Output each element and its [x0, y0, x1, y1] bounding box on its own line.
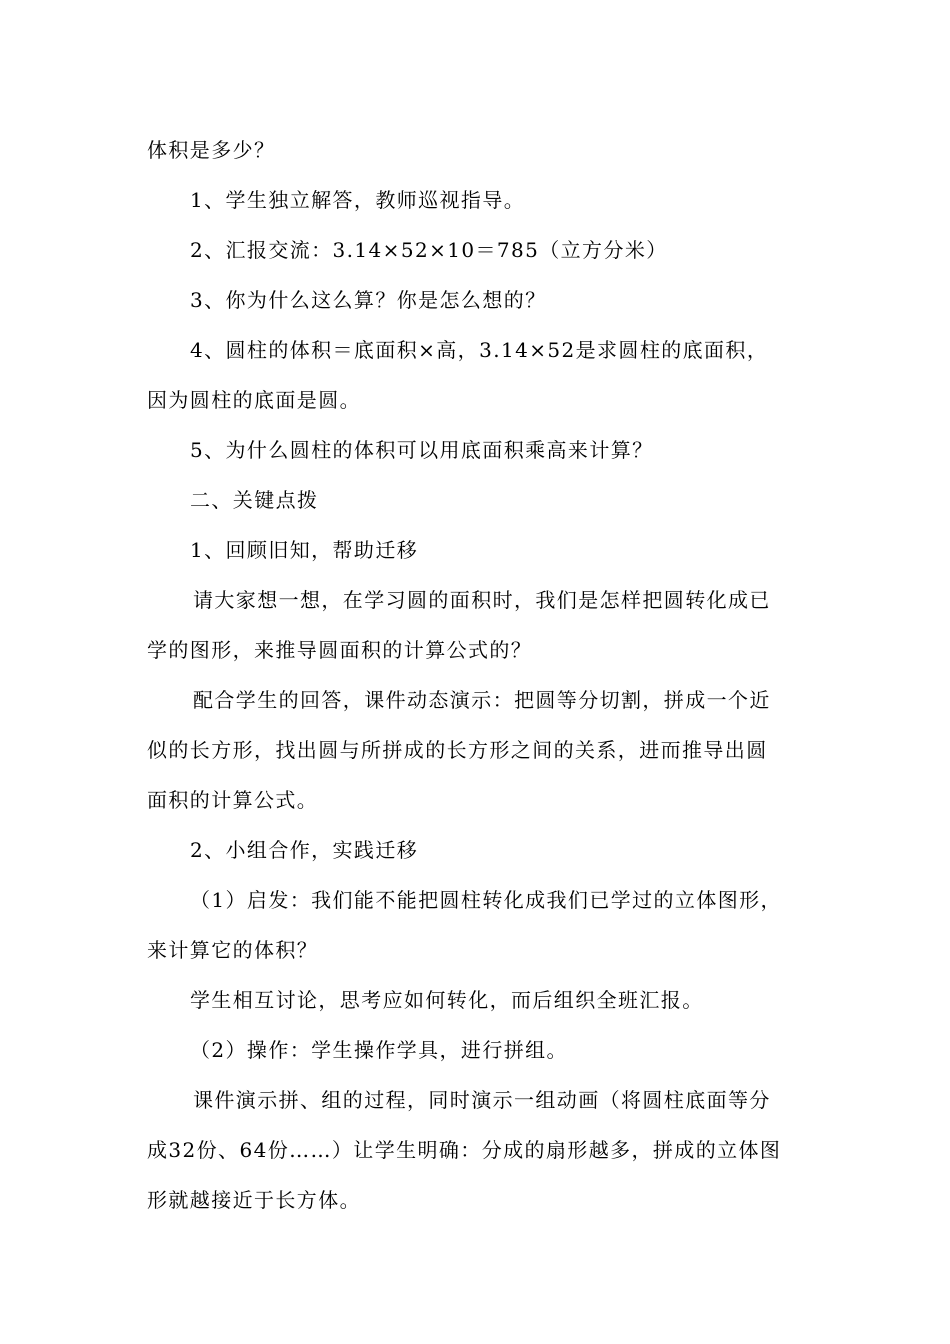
- text-line: 似的长方形，找出圆与所拼成的长方形之间的关系，进而推导出圆: [147, 738, 768, 762]
- subsection-heading: 1、回顾旧知，帮助迁移: [190, 538, 419, 562]
- text-line: 学的图形，来推导圆面积的计算公式的？: [147, 638, 533, 662]
- text-line: 4、圆柱的体积＝底面积×高，3.14×52是求圆柱的底面积，: [190, 338, 769, 362]
- text-line: 2、汇报交流：3.14×52×10＝785（立方分米）: [190, 238, 668, 262]
- text-line: 5、为什么圆柱的体积可以用底面积乘高来计算？: [190, 438, 654, 462]
- text-line: 面积的计算公式。: [147, 788, 319, 812]
- section-heading: 二、关键点拨: [190, 488, 319, 512]
- text-line: （1）启发：我们能不能把圆柱转化成我们已学过的立体图形，: [190, 888, 782, 912]
- text-line: 来计算它的体积？: [147, 938, 319, 962]
- text-line: 3、你为什么这么算？你是怎么想的？: [190, 288, 547, 312]
- text-line: 1、学生独立解答，教师巡视指导。: [190, 188, 526, 212]
- text-line: 课件演示拼、组的过程，同时演示一组动画（将圆柱底面等分: [193, 1088, 771, 1112]
- text-line: （2）操作：学生操作学具，进行拼组。: [190, 1038, 568, 1062]
- text-line: 学生相互讨论，思考应如何转化，而后组织全班汇报。: [190, 988, 704, 1012]
- text-line: 因为圆柱的底面是圆。: [147, 388, 361, 412]
- text-line: 成32份、64份……）让学生明确：分成的扇形越多，拼成的立体图: [147, 1138, 782, 1162]
- subsection-heading: 2、小组合作，实践迁移: [190, 838, 419, 862]
- text-line: 请大家想一想，在学习圆的面积时，我们是怎样把圆转化成已: [193, 588, 771, 612]
- text-line: 体积是多少？: [147, 138, 276, 162]
- text-line: 配合学生的回答，课件动态演示：把圆等分切割，拼成一个近: [193, 688, 771, 712]
- text-line: 形就越接近于长方体。: [147, 1188, 361, 1212]
